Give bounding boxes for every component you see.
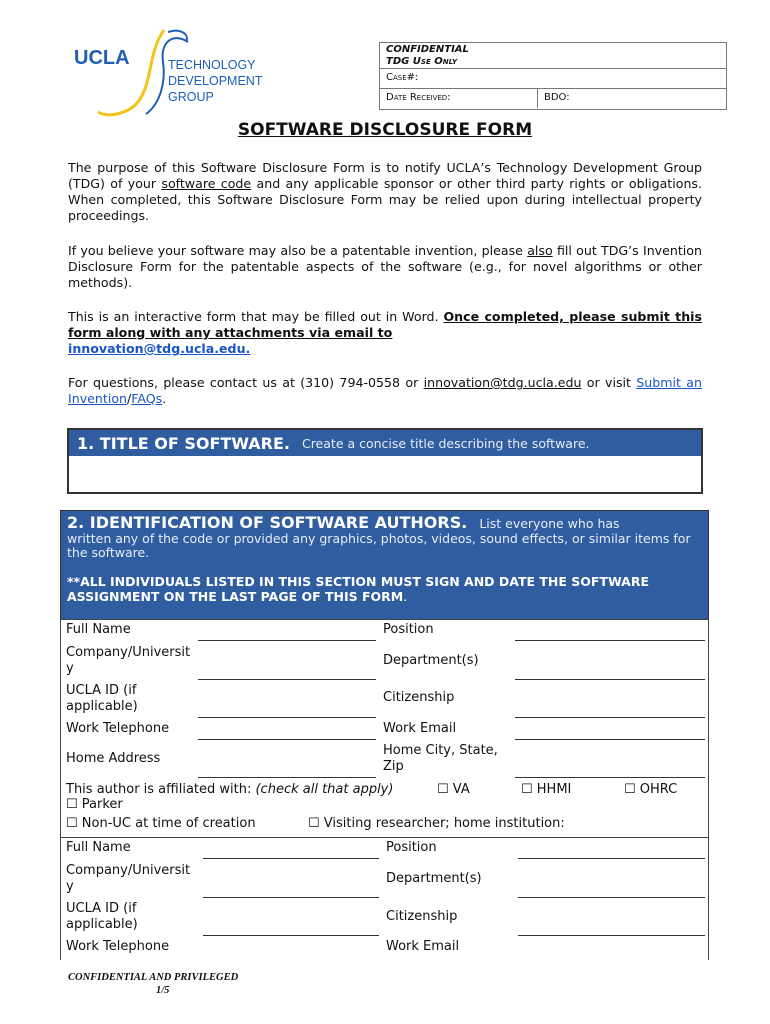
intro-paragraph-4 — [68, 375, 702, 407]
ucla-id-label-a: UCLA ID (if — [66, 683, 137, 698]
work-email-label: Work Email — [383, 721, 457, 736]
section2-heading: 2. IDENTIFICATION OF SOFTWARE AUTHORS. — [67, 513, 468, 532]
citizenship-input[interactable] — [515, 717, 705, 718]
work-telephone-label: Work Telephone — [66, 721, 170, 736]
home-city-input[interactable] — [515, 777, 705, 778]
ucla-tdg-logo — [68, 22, 288, 122]
logo-line2: DEVELOPMENT — [168, 74, 263, 88]
hhmi-checkbox[interactable]: ☐ HHMI — [521, 782, 572, 797]
home-city-label-b: Zip — [383, 759, 404, 774]
submit-invention-link[interactable]: Submit an Invention — [68, 375, 702, 406]
p1-text-a: The purpose of this Software Disclosure Form is to notify UCLA’s Technology Development Group (TDG) of your — [68, 160, 702, 191]
section1-hint: Create a concise title describing the software. — [301, 435, 590, 451]
author2-ucla-id-label-b: applicable) — [66, 917, 138, 932]
author2-ucla-id-label-a: UCLA ID (if — [66, 901, 137, 916]
company-label-b: y — [66, 661, 74, 676]
author2-work-email-label: Work Email — [386, 939, 460, 954]
affiliation-prompt — [66, 782, 393, 798]
home-address-input[interactable] — [198, 777, 376, 778]
work-email-input[interactable] — [515, 739, 705, 740]
logo-line1: TECHNOLOGY — [168, 58, 256, 72]
position-label: Position — [383, 622, 434, 637]
intro-paragraph-1 — [68, 160, 702, 224]
ucla-id-label-b: applicable) — [66, 699, 138, 714]
author2-citizenship-input[interactable] — [518, 935, 705, 936]
logo-line3: GROUP — [168, 90, 214, 104]
department-label: Department(s) — [383, 653, 479, 668]
position-input[interactable] — [515, 640, 705, 641]
home-address-label: Home Address — [66, 751, 161, 766]
p4-text-a: For questions, please contact us at (310) 794-0558 or — [68, 375, 424, 390]
p2-text-a: If you believe your software may also be a patentable invention, please — [68, 243, 528, 258]
section2-warning-text: **ALL INDIVIDUALS LISTED IN THIS SECTION MUST SIGN AND DATE THE SOFTWARE ASSIGNMENT ON THE LAST PAGE OF THIS FORM — [67, 574, 650, 604]
company-label — [66, 645, 190, 677]
conf-heading — [380, 43, 726, 69]
section1-header — [69, 430, 701, 456]
author2-department-input[interactable] — [518, 897, 705, 898]
author2-full-name-label: Full Name — [66, 840, 131, 855]
full-name-input[interactable] — [198, 640, 376, 641]
full-name-label: Full Name — [66, 622, 131, 637]
section-title-of-software — [67, 428, 703, 494]
author2-company-label-b: y — [66, 879, 74, 894]
company-label-a: Company/Universit — [66, 645, 191, 660]
department-input[interactable] — [515, 679, 705, 680]
contact-email-link[interactable]: innovation@tdg.ucla.edu — [423, 375, 582, 390]
p4-text-b: or visit — [581, 375, 637, 390]
author2-position-input[interactable] — [518, 858, 705, 859]
work-telephone-input[interactable] — [198, 739, 376, 740]
section2-hint-a: List everyone who has — [479, 516, 620, 531]
section2-warning — [67, 574, 702, 604]
intro-paragraph-2 — [68, 243, 702, 291]
software-title-input[interactable] — [69, 456, 701, 492]
author2-company-label-a: Company/Universit — [66, 863, 191, 878]
p4-sep: / — [127, 391, 132, 406]
section2-header — [60, 510, 709, 620]
software-code-term: software code — [161, 176, 252, 191]
home-city-label — [383, 743, 498, 775]
faqs-link[interactable]: FAQs — [131, 391, 163, 406]
author2-ucla-id-input[interactable] — [203, 935, 379, 936]
citizenship-label: Citizenship — [383, 690, 455, 705]
p4-end: . — [162, 391, 167, 406]
logo-ucla-text: UCLA — [74, 47, 130, 69]
p3-text-a: This is an interactive form that may be filled out in Word. — [68, 309, 444, 324]
p1-text-b: and any applicable sponsor or other third party rights or obligations. When completed, this Software Disclosure Form may be relied upon during intellectual property proceedings. — [68, 176, 702, 223]
p3-submit-instruction: Once completed, please submit this form along with any attachments via email to — [68, 309, 702, 340]
section2-hint-b: written any of the code or provided any graphics, photos, videos, sound effects, or similar items for the software. — [67, 531, 691, 560]
author2-position-label: Position — [386, 840, 437, 855]
also-term: also — [527, 243, 553, 258]
page-number: 1/5 — [156, 985, 170, 996]
parker-checkbox[interactable]: ☐ Parker — [66, 797, 123, 812]
author2-ucla-id-label — [66, 901, 138, 933]
non-uc-checkbox[interactable]: ☐ Non-UC at time of creation — [66, 816, 256, 831]
page-title: SOFTWARE DISCLOSURE FORM — [237, 120, 533, 140]
author2-company-input[interactable] — [203, 897, 379, 898]
intro-paragraph-3 — [68, 309, 702, 357]
date-received-field[interactable]: Date Received: — [380, 89, 538, 108]
section2-warning-end: . — [403, 589, 408, 604]
author2-work-telephone-label: Work Telephone — [66, 939, 170, 954]
ucla-id-input[interactable] — [198, 717, 376, 718]
section1-heading: 1. TITLE OF SOFTWARE. — [77, 433, 290, 453]
company-input[interactable] — [198, 679, 376, 680]
case-number-field[interactable]: Case#: — [380, 69, 726, 89]
innovation-email-link[interactable]: innovation@tdg.ucla.edu. — [68, 341, 251, 356]
author2-company-label — [66, 863, 190, 895]
ucla-id-label — [66, 683, 138, 715]
ohrc-checkbox[interactable]: ☐ OHRC — [624, 782, 678, 797]
bdo-field[interactable]: BDO: — [544, 92, 570, 103]
visiting-researcher-checkbox[interactable]: ☐ Visiting researcher; home institution: — [308, 816, 565, 831]
footer-confidential: CONFIDENTIAL AND PRIVILEGED — [68, 972, 239, 983]
tdg-use-only-box — [379, 42, 727, 110]
affiliation-prompt-b: (check all that apply) — [255, 782, 394, 797]
affiliation-prompt-a: This author is affiliated with: — [66, 782, 256, 797]
home-city-label-a: Home City, State, — [383, 743, 498, 758]
author2-full-name-input[interactable] — [203, 858, 379, 859]
va-checkbox[interactable]: ☐ VA — [437, 782, 470, 797]
conf-heading-2: TDG Use Only — [386, 56, 458, 67]
conf-heading-1: CONFIDENTIAL — [386, 44, 469, 55]
author2-citizenship-label: Citizenship — [386, 909, 458, 924]
author2-department-label: Department(s) — [386, 871, 482, 886]
p2-text-b: fill out TDG’s Invention Disclosure Form for the patentable aspects of the software (e.g., for novel algorithms or other methods). — [68, 243, 702, 290]
